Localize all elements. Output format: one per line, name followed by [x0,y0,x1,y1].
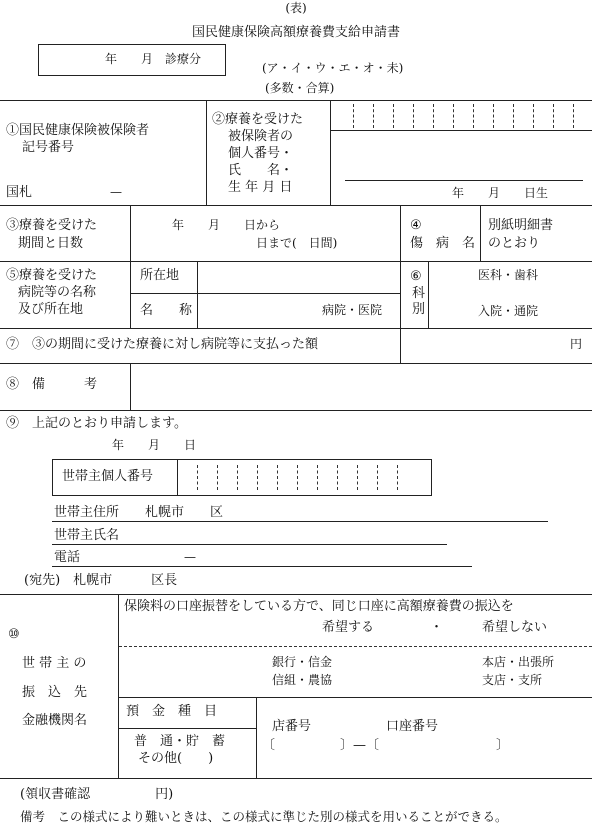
application-date[interactable]: 年 月 日 [112,438,197,452]
recipient: (宛先) 札幌市 区長 [24,573,178,588]
sec10-label-line3: 金融機関名 [22,713,88,728]
store-number-label: 店番号 [272,719,312,734]
householder-address[interactable]: 世帯主住所 札幌市 区 [54,505,224,520]
sec1-label-line1: ①国民健康保険被保険者 [6,123,150,138]
bank-type-2[interactable]: 信組・農協 [272,673,333,687]
transfer-notice: 保険料の口座振替をしている方で、同じ口座に高額療養費の振込を [124,599,514,614]
period-box[interactable] [38,44,226,76]
name-field[interactable] [345,140,583,178]
sec5-label-line1: ⑤療養を受けた [6,268,98,283]
sec9-declaration: ⑨ 上記のとおり申請します。 [6,416,187,431]
personal-number-field[interactable] [333,102,590,129]
remarks-field[interactable] [132,365,590,408]
sec2-label-line1: ②療養を受けた [212,112,304,127]
wish-option[interactable]: 希望する [322,620,375,635]
householder-name[interactable]: 世帯主氏名 [54,528,120,543]
sec4-label-line1: ④ [410,218,422,233]
sec2-label-line4: 氏 名・ [228,163,294,178]
wish-separator: ・ [430,620,444,635]
phone-label[interactable]: 電話 [54,550,81,565]
form-title: 国民健康保険高額療養費支給申請書 [191,25,400,40]
period-text: 年 月 診療分 [105,52,202,66]
sec5-label-line2: 病院等の名称 [18,285,97,300]
hospital-suffix: 病院・医院 [322,303,383,317]
insured-number-field[interactable] [56,160,196,200]
sec10-label-line1: 世 帯 主 の [22,656,87,671]
branch-type-1[interactable]: 本店・出張所 [482,655,555,669]
receipt-confirmation: (領収書確認 円) [20,787,174,802]
sec2-label-line5: 生 年 月 日 [228,180,293,195]
bank-type-1[interactable]: 銀行・信金 [272,655,333,669]
category-options: (ア・イ・ウ・エ・オ・未) [262,61,404,75]
sec8-label: ⑧ 備 考 [6,377,98,392]
phone-dash: — [184,550,196,564]
no-wish-option[interactable]: 希望しない [482,620,548,635]
deposit-option-1[interactable]: 普 通・貯 蓄 [134,734,226,749]
sec7-label: ⑦ ③の期間に受けた療養に対し病院等に支払った額 [6,337,319,352]
sec6-label-line3: 別 [412,302,426,317]
householder-number-label: 世帯主個人番号 [62,469,154,484]
sec2-label-line2: 被保険者の [228,129,294,144]
address-label: 所在地 [140,268,180,283]
hospital-address-field[interactable] [200,263,398,291]
sec6-label-line2: 科 [412,286,426,301]
hospital-name-label: 名 称 [140,303,193,318]
branch-type-2[interactable]: 支店・支所 [482,673,543,687]
sec1-label-line2: 記号番号 [22,140,75,155]
sec6-label-line1: ⑥ [410,269,422,284]
multi-options: (多数・合算) [265,81,335,95]
department-option2[interactable]: 入院・通院 [478,304,539,318]
sec3-label-line1: ③療養を受けた [6,218,98,233]
sec10-number: ⑩ [8,627,20,642]
birth-date: 年 月 日生 [452,186,549,200]
sec3-label-line2: 期間と日数 [18,236,84,251]
amount-field[interactable] [402,330,562,361]
kokusatsu-dash: — [110,185,122,199]
sec5-label-line3: 及び所在地 [18,302,84,317]
omote-label: (表) [285,1,307,15]
deposit-type-label: 預 金 種 目 [126,704,218,719]
disease-value-line1: 別紙明細書 [488,218,554,233]
sec10-label-line2: 振 込 先 [22,685,88,700]
deposit-option-2[interactable]: その他( ) [138,751,214,766]
period-to[interactable]: 日まで( 日間) [256,236,338,250]
account-number-label: 口座番号 [386,719,439,734]
disease-value-line2: のとおり [488,236,541,251]
kokusatsu-label: 国札 [6,185,33,200]
footer-note: 備考 この様式により難いときは、この様式に準じた別の様式を用いることができる。 [20,809,508,824]
account-brackets[interactable]: 〔 〕—〔 〕 [262,738,510,753]
sec4-label-line2: 傷 病 名 [410,236,476,251]
department-option1[interactable]: 医科・歯科 [478,268,539,282]
amount-unit: 円 [570,337,583,351]
sec2-label-line3: 個人番号・ [228,146,294,161]
period-from[interactable]: 年 月 日から [172,218,281,232]
